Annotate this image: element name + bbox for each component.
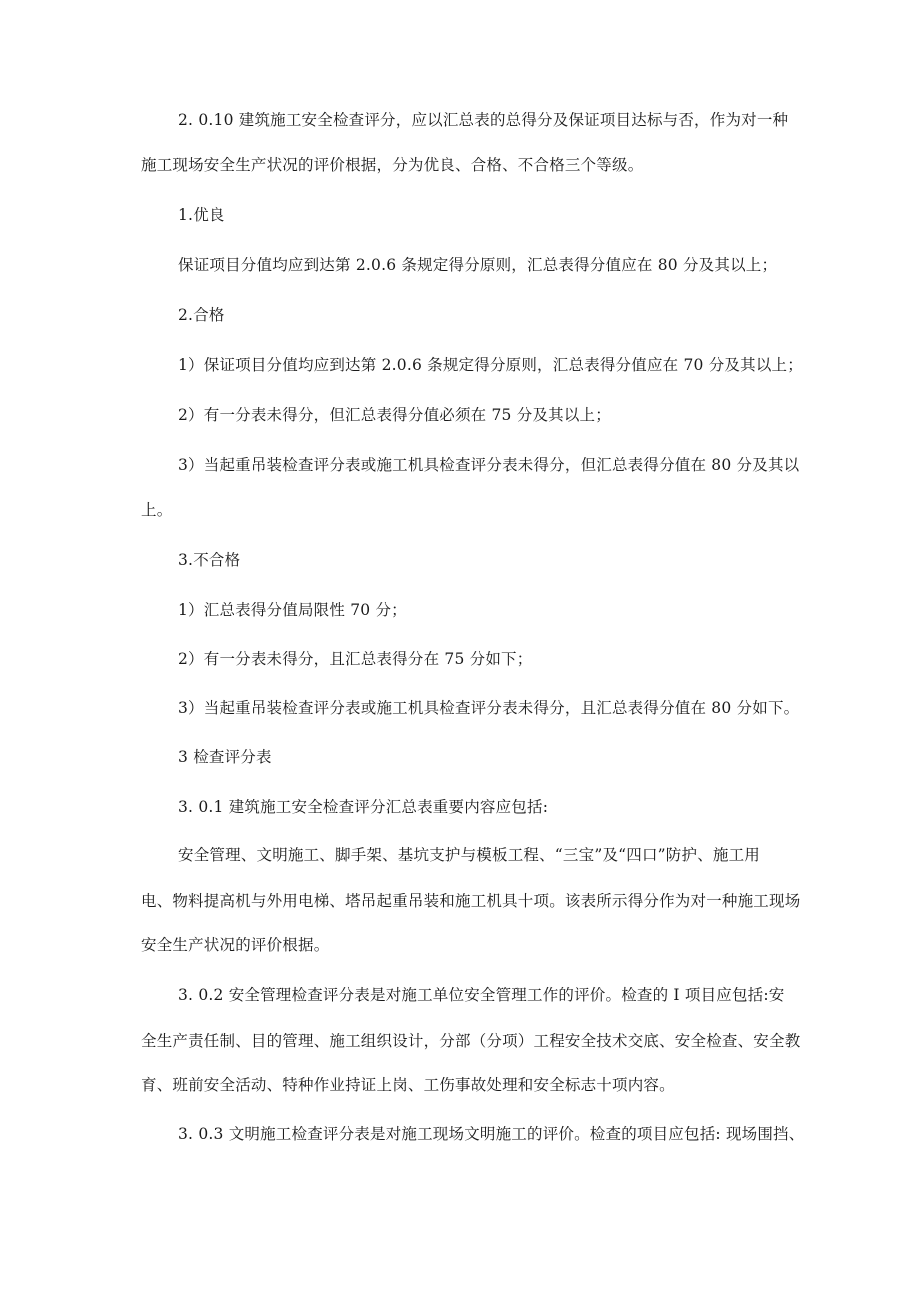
paragraph-line: 育、班前安全活动、特种作业持证上岗、工伤事故处理和安全标志十项内容。 — [141, 1076, 675, 1094]
section-heading: 3 检查评分表 — [178, 748, 272, 766]
paragraph-line: 3. 0.1 建筑施工安全检查评分汇总表重要内容应包括: — [178, 798, 549, 816]
paragraph-line: 安全生产状况的评价根据。 — [141, 936, 330, 954]
paragraph-line: 保证项目分值均应到达第 2.0.6 条规定得分原则，汇总表得分值应在 80 分及其以上； — [178, 256, 778, 274]
list-item: 3）当起重吊装检查评分表或施工机具检查评分表未得分，但汇总表得分值在 80 分及其以 — [178, 456, 800, 474]
section-heading: 1.优良 — [178, 206, 225, 224]
paragraph-line: 全生产责任制、目的管理、施工组织设计，分部（分项）工程安全技术交底、安全检查、安全教 — [141, 1032, 801, 1050]
paragraph-line: 3. 0.2 安全管理检查评分表是对施工单位安全管理工作的评价。检查的 I 项目应包括:安 — [178, 986, 785, 1004]
list-item: 3）当起重吊装检查评分表或施工机具检查评分表未得分，且汇总表得分值在 80 分如下。 — [178, 699, 800, 717]
paragraph-line: 电、物料提高机与外用电梯、塔吊起重吊装和施工机具十项。该表所示得分作为对一种施工现场 — [141, 892, 801, 910]
section-heading: 2.合格 — [178, 306, 225, 324]
paragraph-line: 3. 0.3 文明施工检查评分表是对施工现场文明施工的评价。检查的项目应包括: 现场围挡、 — [178, 1125, 805, 1143]
paragraph-line: 安全管理、文明施工、脚手架、基坑支护与模板工程、“三宝”及“四口”防护、施工用 — [178, 846, 760, 864]
list-item: 1）汇总表得分值局限性 70 分； — [178, 601, 407, 619]
list-item: 1）保证项目分值均应到达第 2.0.6 条规定得分原则，汇总表得分值应在 70 分及其以上； — [178, 356, 803, 374]
list-item: 2）有一分表未得分，但汇总表得分值必须在 75 分及其以上； — [178, 406, 611, 424]
list-item: 2）有一分表未得分，且汇总表得分在 75 分如下； — [178, 650, 533, 668]
paragraph-line: 2. 0.10 建筑施工安全检查评分，应以汇总表的总得分及保证项目达标与否，作为对一种 — [178, 111, 789, 129]
paragraph-line: 施工现场安全生产状况的评价根据，分为优良、合格、不合格三个等级。 — [141, 156, 644, 174]
section-heading: 3.不合格 — [178, 551, 241, 569]
paragraph-line: 上。 — [141, 501, 173, 519]
